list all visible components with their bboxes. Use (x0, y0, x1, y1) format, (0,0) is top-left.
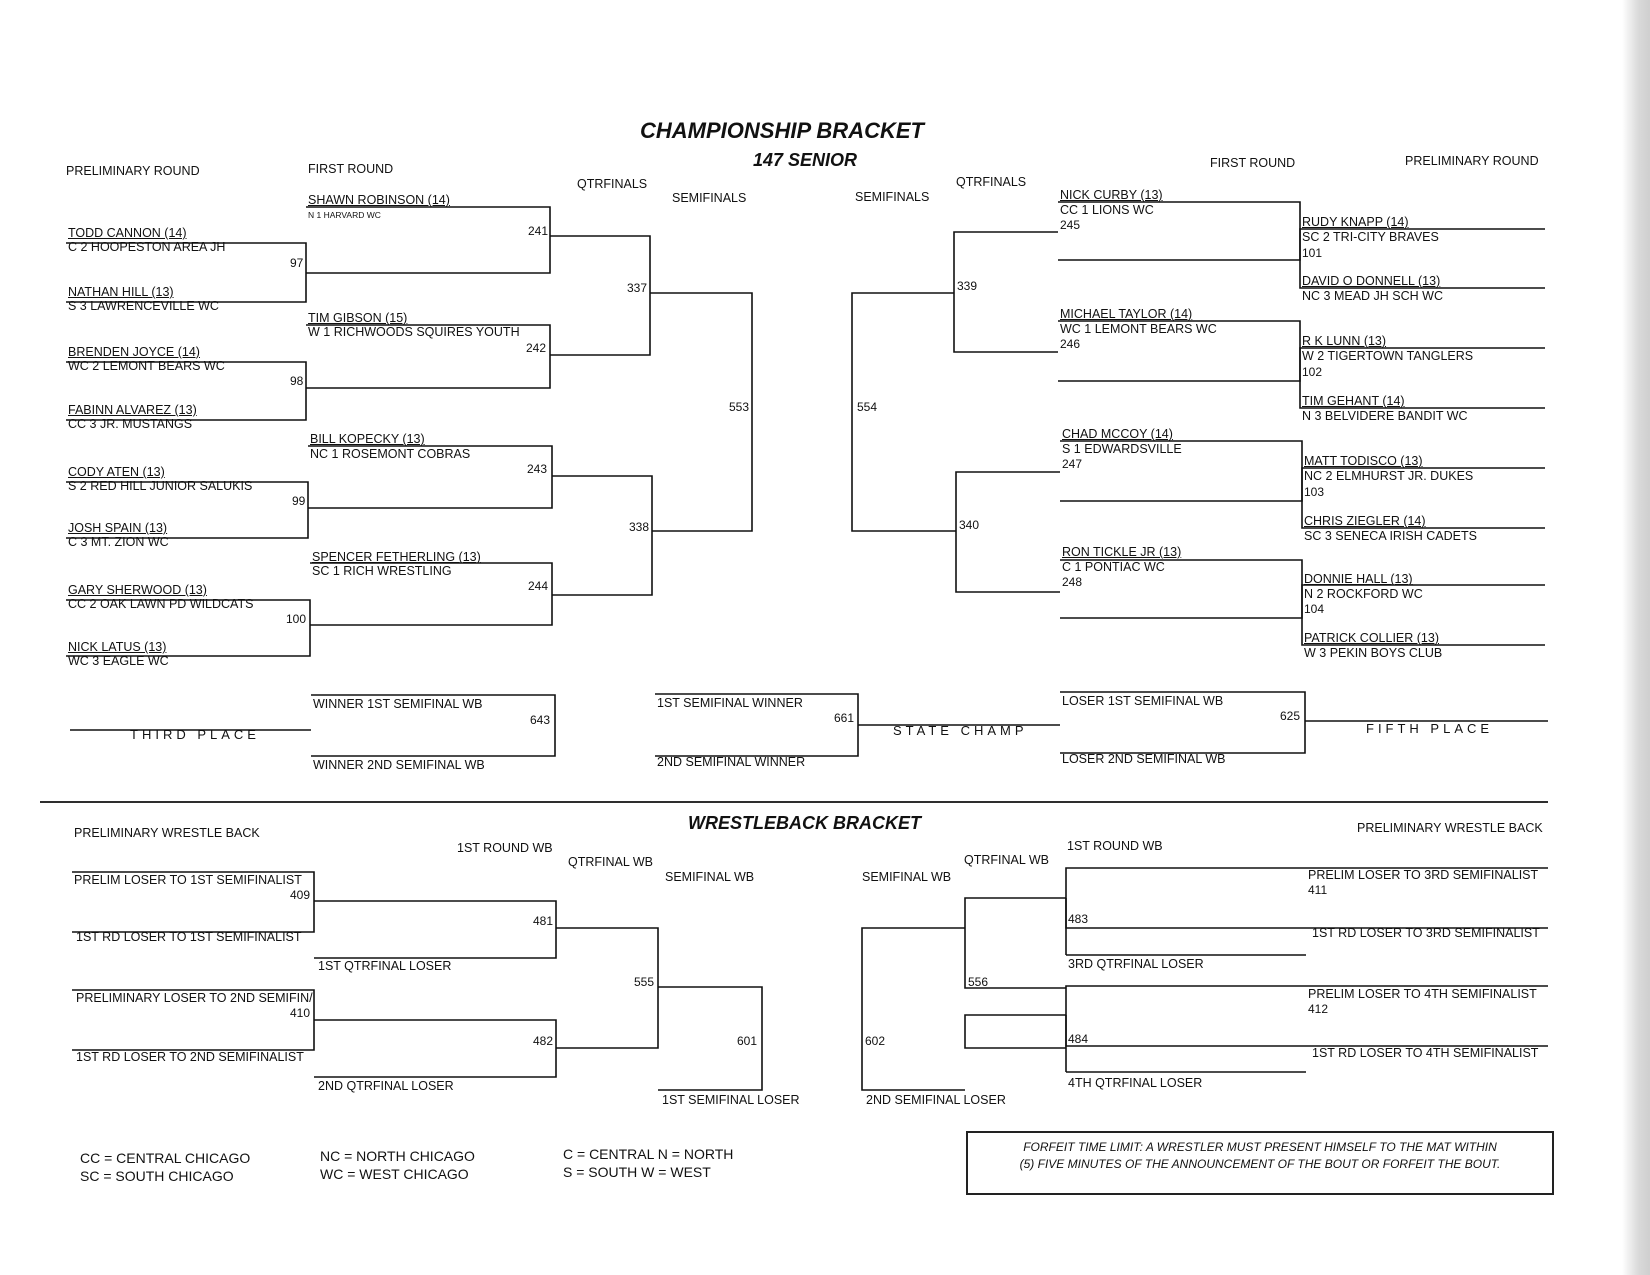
bout-number: 340 (959, 518, 980, 532)
wb-entry: PRELIM LOSER TO 1ST SEMIFINALIST (74, 873, 302, 887)
legend-sc: SC = SOUTH CHICAGO (80, 1168, 234, 1184)
wrestler-name: CODY ATEN (13) (68, 465, 165, 479)
bout-number: 481 (533, 914, 554, 928)
wb-entry: PRELIM LOSER TO 4TH SEMIFINALIST (1308, 987, 1537, 1001)
wrestler-name: DONNIE HALL (13) (1304, 572, 1413, 586)
wrestler-name: PATRICK COLLIER (13) (1304, 631, 1439, 645)
header-qtr-right: QTRFINALS (956, 175, 1027, 189)
wrestler-name: R K LUNN (13) (1302, 334, 1387, 348)
bout-number: 103 (1304, 485, 1325, 499)
bout-number: 411 (1308, 883, 1328, 897)
wrestler-team: W 2 TIGERTOWN TANGLERS (1302, 349, 1474, 363)
wb-entry: 1ST RD LOSER TO 4TH SEMIFINALIST (1312, 1046, 1539, 1060)
bout-number: 482 (533, 1034, 554, 1048)
bout-number: 412 (1308, 1002, 1329, 1016)
third-place-label: THIRD PLACE (130, 727, 260, 742)
bout-number: 553 (729, 400, 750, 414)
wrestler-team: SC 3 SENECA IRISH CADETS (1304, 529, 1477, 543)
bout-number: 247 (1062, 457, 1083, 471)
forfeit-notice-line1: FORFEIT TIME LIMIT: A WRESTLER MUST PRESENT HIMSELF TO THE MAT WITHIN (1023, 1140, 1497, 1154)
bout-number: 484 (1068, 1032, 1089, 1046)
bout-number: 99 (292, 494, 306, 508)
wb-entry: 1ST QTRFINAL LOSER (318, 959, 452, 973)
wb-entry: PRELIM LOSER TO 3RD SEMIFINALIST (1308, 868, 1539, 882)
bout-number: 409 (290, 888, 311, 902)
wrestler-team: WC 1 LEMONT BEARS WC (1060, 322, 1217, 336)
bout-number: 102 (1302, 365, 1323, 379)
wrestler-name: TIM GIBSON (15) (308, 311, 408, 325)
wrestler-team: N 1 HARVARD WC (308, 210, 381, 220)
wb-header-first-right: 1ST ROUND WB (1067, 839, 1163, 853)
header-semi-right: SEMIFINALS (855, 190, 930, 204)
wrestler-team: C 2 HOOPESTON AREA JH (68, 240, 226, 254)
bout-number: 101 (1302, 246, 1323, 260)
header-semi-left: SEMIFINALS (672, 191, 747, 205)
wb-entry: 4TH QTRFINAL LOSER (1068, 1076, 1203, 1090)
bout-number: 556 (968, 975, 989, 989)
wb-entry: 1ST RD LOSER TO 1ST SEMIFINALIST (76, 930, 302, 944)
wrestler-name: BRENDEN JOYCE (14) (68, 345, 200, 359)
wrestler-team: C 3 MT. ZION WC (68, 535, 169, 549)
bout-number: 483 (1068, 912, 1089, 926)
legend-wc: WC = WEST CHICAGO (320, 1166, 469, 1182)
header-prelim-right: PRELIMINARY ROUND (1405, 154, 1539, 168)
wrestler-team: N 3 BELVIDERE BANDIT WC (1302, 409, 1468, 423)
bout-number: 248 (1062, 575, 1083, 589)
placement-bottom: LOSER 2ND SEMIFINAL WB (1062, 752, 1226, 766)
wrestler-name: NICK CURBY (13) (1060, 188, 1163, 202)
wrestler-team: S 1 EDWARDSVILLE (1062, 442, 1182, 456)
wb-header-prelim-left: PRELIMINARY WRESTLE BACK (74, 826, 260, 840)
bout-number: 243 (527, 462, 548, 476)
bout-number: 244 (528, 579, 549, 593)
bout-number: 410 (290, 1006, 311, 1020)
wrestler-name: MICHAEL TAYLOR (14) (1060, 307, 1193, 321)
fifth-place-label: FIFTH PLACE (1366, 721, 1494, 736)
wb-header-semi-left: SEMIFINAL WB (665, 870, 755, 884)
wb-header-qtr-left: QTRFINAL WB (568, 855, 653, 869)
wrestler-team: CC 2 OAK LAWN PD WILDCATS (68, 597, 254, 611)
wrestler-team: S 3 LAWRENCEVILLE WC (68, 299, 219, 313)
wb-entry: 3RD QTRFINAL LOSER (1068, 957, 1204, 971)
wrestler-name: GARY SHERWOOD (13) (68, 583, 207, 597)
bout-number: 338 (629, 520, 650, 534)
wrestler-team: W 3 PEKIN BOYS CLUB (1304, 646, 1443, 660)
wrestler-team: CC 1 LIONS WC (1060, 203, 1154, 217)
placement-top: WINNER 1ST SEMIFINAL WB (313, 697, 483, 711)
header-first-right: FIRST ROUND (1210, 156, 1296, 170)
wb-entry: 1ST RD LOSER TO 3RD SEMIFINALIST (1312, 926, 1540, 940)
bout-number: 554 (857, 400, 878, 414)
bout-number: 625 (1280, 709, 1301, 723)
wrestler-team: WC 2 LEMONT BEARS WC (68, 359, 225, 373)
bout-number: 661 (834, 711, 855, 725)
bout-number: 602 (865, 1034, 886, 1048)
wb-entry: 2ND QTRFINAL LOSER (318, 1079, 454, 1093)
wrestler-team: CC 3 JR. MUSTANGS (68, 417, 193, 431)
wb-entry: 1ST SEMIFINAL LOSER (662, 1093, 800, 1107)
wrestler-name: CHAD MCCOY (14) (1062, 427, 1173, 441)
wrestler-name: CHRIS ZIEGLER (14) (1304, 514, 1426, 528)
wrestler-name: TODD CANNON (14) (68, 226, 187, 240)
page-title: CHAMPIONSHIP BRACKET (640, 118, 924, 143)
legend-s-w: S = SOUTH W = WEST (563, 1164, 711, 1180)
wrestler-name: SHAWN ROBINSON (14) (308, 193, 450, 207)
wrestler-name: RON TICKLE JR (13) (1062, 545, 1182, 559)
bout-number: 555 (634, 975, 655, 989)
wb-entry: 2ND SEMIFINAL LOSER (866, 1093, 1006, 1107)
wrestler-name: JOSH SPAIN (13) (68, 521, 168, 535)
wb-header-prelim-right: PRELIMINARY WRESTLE BACK (1357, 821, 1543, 835)
wrestler-name: BILL KOPECKY (13) (310, 432, 425, 446)
wrestler-name: TIM GEHANT (14) (1302, 394, 1405, 408)
header-prelim-left: PRELIMINARY ROUND (66, 164, 200, 178)
header-first-left: FIRST ROUND (308, 162, 394, 176)
wrestler-name: DAVID O DONNELL (13) (1302, 274, 1441, 288)
bout-number: 97 (290, 256, 304, 270)
legend-c-n: C = CENTRAL N = NORTH (563, 1146, 734, 1162)
wrestler-team: S 2 RED HILL JUNIOR SALUKIS (68, 479, 253, 493)
placement-top: LOSER 1ST SEMIFINAL WB (1062, 694, 1224, 708)
scan-edge (1622, 0, 1650, 1275)
wrestler-name: MATT TODISCO (13) (1304, 454, 1423, 468)
wrestler-team: W 1 RICHWOODS SQUIRES YOUTH (308, 325, 520, 339)
forfeit-notice (966, 1131, 1554, 1195)
wb-entry: PRELIMINARY LOSER TO 2ND SEMIFIN/ (76, 991, 313, 1005)
bout-number: 246 (1060, 337, 1081, 351)
bout-number: 339 (957, 279, 978, 293)
wb-header-first-left: 1ST ROUND WB (457, 841, 553, 855)
wrestler-name: RUDY KNAPP (14) (1302, 215, 1409, 229)
bout-number: 643 (530, 713, 551, 727)
bout-number: 98 (290, 374, 304, 388)
wrestler-team: NC 1 ROSEMONT COBRAS (310, 447, 471, 461)
placement-bottom: 2ND SEMIFINAL WINNER (657, 755, 806, 769)
bout-number: 104 (1304, 602, 1325, 616)
wrestler-team: NC 2 ELMHURST JR. DUKES (1304, 469, 1474, 483)
placement-bottom: WINNER 2ND SEMIFINAL WB (313, 758, 485, 772)
forfeit-notice-line2: (5) FIVE MINUTES OF THE ANNOUNCEMENT OF THE BOUT OR FORFEIT THE BOUT. (1019, 1157, 1501, 1171)
wrestler-name: NICK LATUS (13) (68, 640, 167, 654)
legend-cc: CC = CENTRAL CHICAGO (80, 1150, 251, 1166)
wrestler-name: NATHAN HILL (13) (68, 285, 174, 299)
wrestler-team: N 2 ROCKFORD WC (1304, 587, 1423, 601)
state-champ-label: STATE CHAMP (893, 723, 1028, 738)
wb-header-semi-right: SEMIFINAL WB (862, 870, 952, 884)
wb-entry: 1ST RD LOSER TO 2ND SEMIFINALIST (76, 1050, 304, 1064)
wrestler-team: SC 1 RICH WRESTLING (312, 564, 452, 578)
wrestler-team: C 1 PONTIAC WC (1062, 560, 1165, 574)
wrestler-name: SPENCER FETHERLING (13) (312, 550, 481, 564)
bout-number: 242 (526, 341, 547, 355)
page-subtitle: 147 SENIOR (753, 150, 858, 170)
wrestler-name: FABINN ALVAREZ (13) (68, 403, 197, 417)
bout-number: 241 (528, 224, 549, 238)
wrestler-team: SC 2 TRI-CITY BRAVES (1302, 230, 1439, 244)
bout-number: 601 (737, 1034, 758, 1048)
legend-nc: NC = NORTH CHICAGO (320, 1148, 475, 1164)
wb-title: WRESTLEBACK BRACKET (688, 813, 921, 833)
wrestler-team: WC 3 EAGLE WC (68, 654, 169, 668)
placement-top: 1ST SEMIFINAL WINNER (657, 696, 803, 710)
bout-number: 337 (627, 281, 648, 295)
wb-header-qtr-right: QTRFINAL WB (964, 853, 1049, 867)
header-qtr-left: QTRFINALS (577, 177, 648, 191)
bout-number: 100 (286, 612, 307, 626)
bout-number: 245 (1060, 218, 1081, 232)
wrestler-team: NC 3 MEAD JH SCH WC (1302, 289, 1443, 303)
